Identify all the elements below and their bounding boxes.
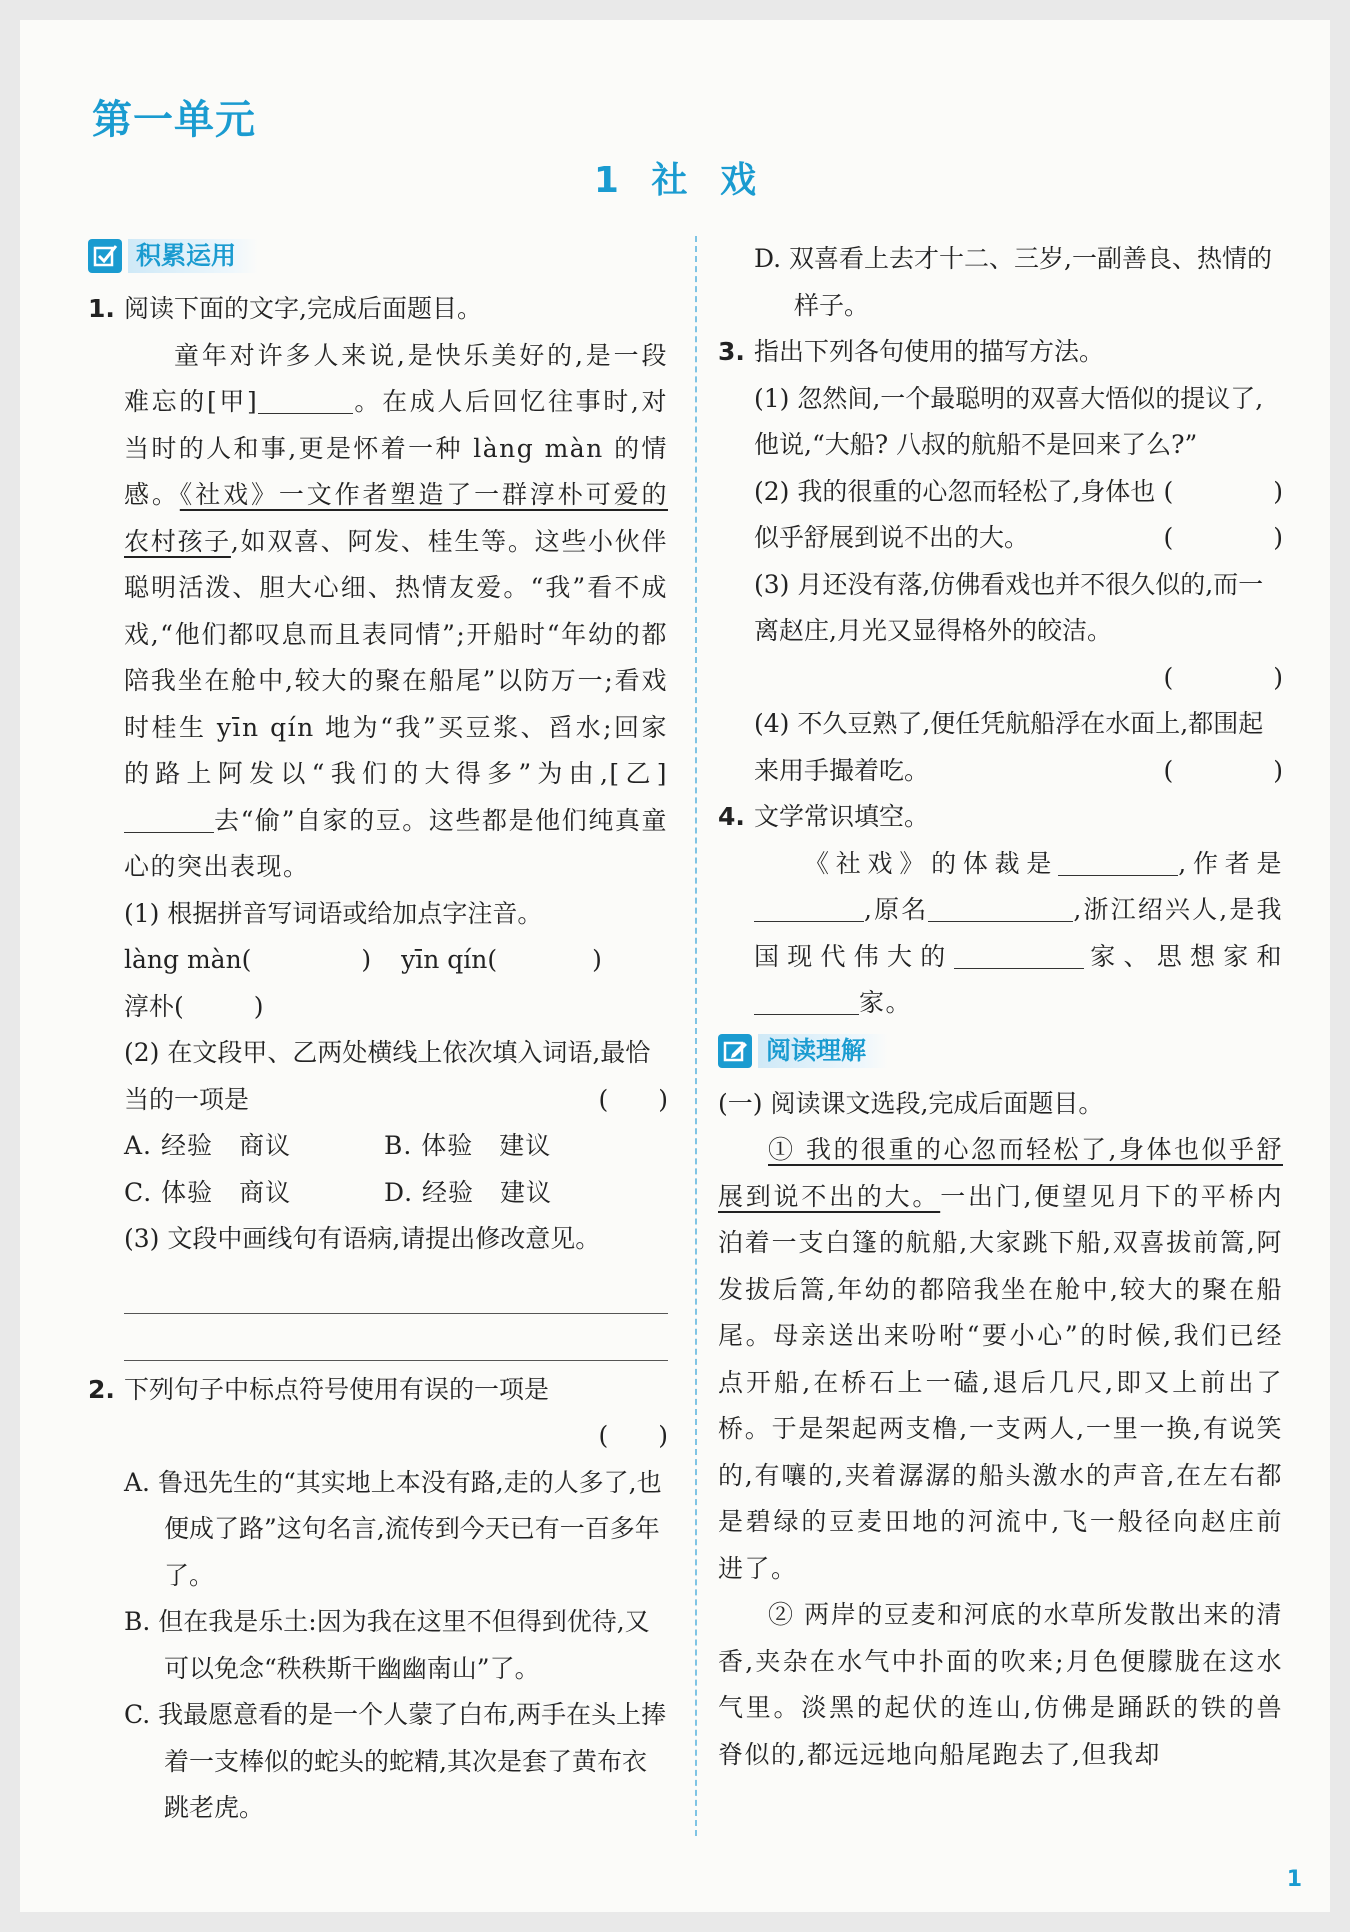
page-number: 1 [1286,1867,1302,1892]
question-4 [718,794,1283,1027]
question-stem: 下列句子中标点符号使用有误的一项是 [124,1374,550,1404]
checkbox-icon [88,239,122,273]
answer-line-1[interactable] [124,1273,668,1314]
sentence-4: (4) 不久豆熟了,便任凭航船浮在水面上,都围起来用手撮着吃。 ( ) [754,701,1283,794]
options-row-1 [124,1123,668,1170]
question-number: 1. [88,294,115,323]
blank[interactable] [928,891,1073,922]
passage: 童年对许多人来说,是快乐美好的,是一段难忘的[甲] 。在成人后回忆往事时,对当时的人和事,更是怀着一种 làng màn 的情感。《社戏》一文作者塑造了一群淳朴可爱的农村孩子,如双喜、阿发、桂生等。这些小伙伴聪明活泼、胆大心细、热情友爱。“我”看不成戏,“他们都叹息而且表同情”;开船时“年幼的都陪我坐在舱中,较大的聚在船尾”以防万一;看戏时桂生 yīn qín 地为“我”买豆浆、舀水;回家的路上阿发以“我们的大得多”为由,[乙]去“偷”自家的豆。这些都是他们纯真童心的突出表现。 [124,340,669,881]
reading-intro: (一) 阅读课文选段,完成后面题目。 [718,1088,1104,1118]
answer-parens[interactable]: ( ) [598,1421,668,1450]
question-number: 3. [718,337,745,366]
sentence-1: (1) 忽然间,一个最聪明的双喜大悟似的提议了,他说,“大船? 八叔的航船不是回来了么?” ( ) [754,376,1283,469]
option-c[interactable]: C. 我最愿意看的是一个人蒙了白布,两手在头上捧着一支棒似的蛇头的蛇精,其次是套了黄布衣跳老虎。 [124,1700,667,1822]
sub-question-3: (3) 文段中画线句有语病,请提出修改意见。 [124,1224,601,1253]
blank[interactable] [754,891,864,922]
answer-parens[interactable]: ( ) [1163,523,1283,552]
question-number: 2. [88,1374,115,1404]
section-header-accumulate [88,236,668,276]
answer-line-2[interactable] [124,1320,668,1361]
section-label: 阅读理解 [758,1034,888,1068]
question-number: 4. [718,802,745,831]
question-stem: 文学常识填空。 [754,802,930,831]
option-b[interactable]: B. 但在我是乐土:因为我在这里不但得到优待,又可以免念“秩秩斯干幽幽南山”了。 [124,1607,650,1683]
underlined-sentence: 《社戏》一文作者塑造了一群淳朴可爱的农村孩子 [124,480,668,556]
underlined-sentence: ① 我的很重的心忽而轻松了,身体也似乎舒展到说不出的大。 [718,1135,1283,1211]
question-stem: 阅读下面的文字,完成后面题目。 [124,294,482,323]
option-d[interactable]: D. 经验 建议 [384,1177,553,1207]
option-b[interactable]: B. 体验 建议 [384,1131,552,1160]
q2-option-d[interactable]: D. 双喜看上去才十二、三岁,一副善良、热情的样子。 [754,244,1272,320]
answer-parens[interactable]: ( ) [598,1084,668,1114]
lesson-title-char-2: 戏 [720,160,757,201]
lesson-title [0,152,1350,203]
sub-question-1: (1) 根据拼音写词语或给加点字注音。 [124,898,543,928]
answer-parens[interactable]: ( ) [1163,755,1283,785]
question-stem: 指出下列各句使用的描写方法。 [754,337,1105,366]
question-2 [88,1367,668,1832]
blank-yi[interactable] [124,802,214,833]
right-column [718,236,1283,1778]
pinyin-row-2: 淳朴( ) [124,991,264,1021]
question-1 [88,286,668,1361]
option-a[interactable]: A. 鲁迅先生的“其实地上本没有路,走的人多了,也便成了路”这句名言,流传到今天已有一百多年了。 [124,1467,662,1590]
left-column [88,236,668,1832]
reading-paragraph-2: ② 两岸的豆麦和河底的水草所发散出来的清香,夹杂在水气中扑面的吹来;月色便朦胧在这水气里。淡黑的起伏的连山,仿佛是踊跃的铁的兽脊似的,都远远地向船尾跑去了,但我却 [718,1600,1283,1769]
sub-question-2: (2) 在文段甲、乙两处横线上依次填入词语,最恰当的一项是 ( ) [124,1030,668,1123]
section-label: 积累运用 [128,239,258,273]
options-row-2 [124,1170,668,1217]
pencil-icon [718,1034,752,1068]
lesson-title-char-1: 社 [651,160,688,201]
sentence-2: (2) 我的很重的心忽而轻松了,身体也似乎舒展到说不出的大。 ( ) [754,469,1283,562]
section-header-reading [718,1031,1283,1071]
answer-parens[interactable]: ( ) [1163,662,1283,692]
question-3 [718,329,1283,794]
blank[interactable] [954,938,1084,969]
blank[interactable] [1058,845,1178,876]
blank-jia[interactable] [258,383,353,414]
column-divider [695,236,697,1836]
unit-title: 第一单元 [92,97,256,143]
option-a[interactable]: A. 经验 商议 [124,1131,291,1160]
reading-paragraph-1: ① 我的很重的心忽而轻松了,身体也似乎舒展到说不出的大。一出门,便望见月下的平桥内泊着一支白篷的航船,大家跳下船,双喜拔前篙,阿发拔后篙,年幼的都陪我坐在舱中,较大的聚在船尾。母亲送出来吩咐“要小心”的时候,我们已经点开船,在桥石上一磕,退后几尺,即又上前出了桥。于是架起两支橹,一支两人,一里一换,有说笑的,有嚷的,夹着潺潺的船头激水的声音,在左右都是碧绿的豆麦田地的河流中,飞一般径向赵庄前进了。 [718,1135,1283,1583]
fill-blanks: 《社戏》的体裁是 ,作者是,原名 ,浙江绍兴人,是我国现代伟大的 家、思想家和家。 [754,841,1283,1027]
lesson-number: 1 [593,160,619,201]
blank[interactable] [754,984,859,1015]
answer-parens[interactable]: ( ) [1163,476,1283,506]
pinyin-row: làng màn( ) yīn qín( ) [124,945,602,974]
sentence-3: (3) 月还没有落,仿佛看戏也并不很久似的,而一离赵庄,月光又显得格外的皎洁。 [754,569,1264,645]
option-c[interactable]: C. 体验 商议 [124,1177,292,1207]
